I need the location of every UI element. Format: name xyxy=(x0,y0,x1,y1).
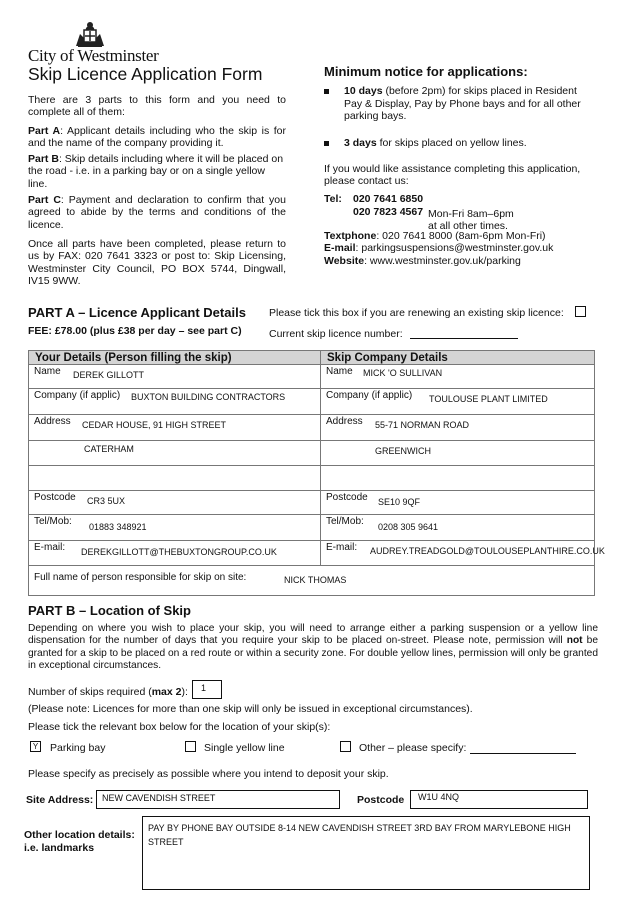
part-a-title: PART A – Licence Applicant Details xyxy=(28,305,246,320)
skips-required-value: 1 xyxy=(201,683,207,693)
website-line xyxy=(324,255,521,267)
applicant-company-row[interactable] xyxy=(29,389,321,415)
tel-other-times: at all other times. xyxy=(428,220,508,232)
applicant-tel-field[interactable]: 01883 348921 xyxy=(89,522,147,532)
notice-bullet-bold: 3 days xyxy=(344,137,377,149)
website-link[interactable]: : www.westminster.gov.uk/parking xyxy=(364,255,521,267)
applicant-name-field[interactable]: DEREK GILLOTT xyxy=(73,370,145,380)
notice-bullet-bold: 10 days xyxy=(344,85,383,97)
notice-title: Minimum notice for applications: xyxy=(324,64,528,79)
notice-bullet-text: for skips placed on yellow lines. xyxy=(376,137,527,149)
applicant-details-table xyxy=(28,350,605,596)
company-address-row-2[interactable] xyxy=(321,441,594,466)
email-label: E-mail xyxy=(324,242,356,254)
applicant-address-row[interactable] xyxy=(29,415,321,441)
part-c-text: : Payment and declaration to confirm that you agreed to abide by the terms and conditions of the licence. xyxy=(28,194,286,231)
email-link[interactable]: : parkingsuspensions@westminster.gov.uk xyxy=(355,242,554,254)
notice-bullet-text: (before 2pm) for skips placed in Resident Pay & Display, Pay by Phone bays and for all other parking bays. xyxy=(344,85,581,123)
single-yellow-line-checkbox[interactable] xyxy=(185,741,196,752)
applicant-address-line2[interactable]: CATERHAM xyxy=(84,444,134,454)
part-b-intro xyxy=(28,623,598,673)
responsible-person-label: Full name of person responsible for skip on site: xyxy=(34,572,247,583)
applicant-address-row-3[interactable] xyxy=(29,466,321,491)
textphone-value: : 020 7641 8000 (8am-6pm Mon-Fri) xyxy=(376,230,546,242)
company-email-row[interactable] xyxy=(321,541,605,566)
company-tel-field[interactable]: 0208 305 9641 xyxy=(378,522,439,532)
council-name: City of Westminster xyxy=(28,46,159,65)
parking-bay-checkbox[interactable]: Y xyxy=(30,741,41,752)
location-instruction: Please tick the relevant box below for the location of your skip(s): xyxy=(28,721,331,733)
fee-text: FEE: £78.00 (plus £38 per day – see part C) xyxy=(28,325,242,337)
company-postcode-row[interactable] xyxy=(321,491,594,515)
notice-bullet xyxy=(324,137,594,150)
site-postcode-value: W1U 4NQ xyxy=(418,792,460,802)
company-postcode-field[interactable]: SE10 9QF xyxy=(378,497,421,507)
other-location-details-value: PAY BY PHONE BAY OUTSIDE 8-14 NEW CAVENDISH STREET 3RD BAY FROM MARYLEBONE HIGH STREET xyxy=(148,823,571,847)
skips-label-max: max 2 xyxy=(151,686,182,698)
field-label: Postcode xyxy=(34,492,76,503)
notice-bullet xyxy=(324,85,594,123)
parking-bay-label: Parking bay xyxy=(50,742,106,754)
applicant-email-field[interactable]: DEREKGILLOTT@THEBUXTONGROUP.CO.UK xyxy=(81,547,277,557)
part-b-intro-text-2: be granted for a skip to be placed on a red route or within a security zone. For double yellow lines, permission will only be granted in exceptional circumstances. xyxy=(28,635,599,672)
applicant-name-row[interactable] xyxy=(29,365,321,389)
company-address-line2[interactable]: GREENWICH xyxy=(375,446,431,456)
assist-text: If you would like assistance completing this application, please contact us: xyxy=(324,163,581,188)
field-label: Tel/Mob: xyxy=(326,516,364,527)
field-label: Name xyxy=(326,366,353,377)
tel-label: Tel: xyxy=(324,193,342,205)
company-address-line1[interactable]: 55-71 NORMAN ROAD xyxy=(375,420,470,430)
licence-number-field[interactable] xyxy=(410,338,518,339)
bullet-icon xyxy=(324,141,329,146)
site-postcode-label: Postcode xyxy=(357,794,405,806)
part-c-description xyxy=(28,194,286,231)
responsible-person-field[interactable]: NICK THOMAS xyxy=(284,575,347,585)
other-location-label: Other – please specify: xyxy=(359,742,467,754)
form-title: Skip Licence Application Form xyxy=(28,64,263,84)
field-label: E-mail: xyxy=(34,542,66,553)
part-a-description xyxy=(28,125,286,150)
applicant-postcode-field[interactable]: CR3 5UX xyxy=(87,496,126,506)
field-label: E-mail: xyxy=(326,542,358,553)
other-location-details-label-1: Other location details: xyxy=(24,829,135,841)
licence-number-label: Current skip licence number: xyxy=(269,328,403,340)
other-location-details-label xyxy=(24,829,135,855)
site-address-value: NEW CAVENDISH STREET xyxy=(102,793,216,803)
intro-text: There are 3 parts to this form and you need to complete all of them: xyxy=(28,94,286,119)
renew-checkbox[interactable] xyxy=(575,306,586,317)
part-a-text: : Applicant details including who the skip is for and the name of the company providing it. xyxy=(28,125,286,150)
applicant-address-line1[interactable]: CEDAR HOUSE, 91 HIGH STREET xyxy=(82,420,227,430)
company-address-row[interactable] xyxy=(321,415,594,441)
company-email-field[interactable]: AUDREY.TREADGOLD@TOULOUSEPLANTHIRE.CO.UK xyxy=(370,546,605,556)
part-b-intro-bold: not xyxy=(566,635,583,647)
company-name-row[interactable] xyxy=(321,389,594,415)
skips-required-label xyxy=(28,686,188,698)
field-label: Name xyxy=(34,366,61,377)
tel-number-1[interactable]: 020 7641 6850 xyxy=(353,193,424,205)
skip-company-header: Skip Company Details xyxy=(321,351,594,365)
renew-label: Please tick this box if you are renewing an existing skip licence: xyxy=(269,307,564,319)
company-contact-name-row[interactable] xyxy=(321,365,594,389)
part-b-label: Part B xyxy=(28,153,59,165)
field-label: Address xyxy=(34,416,71,427)
textphone-label: Textphone xyxy=(324,230,377,242)
skips-required-input[interactable] xyxy=(192,680,222,699)
tel-hours: Mon-Fri 8am–6pm xyxy=(428,208,514,220)
field-label: Postcode xyxy=(326,492,368,503)
site-address-label: Site Address: xyxy=(26,794,94,806)
part-b-intro-text: Depending on where you wish to place your skip, you will need to arrange either a parking suspension or a yellow line dispensation for the number of days that you require your skip to be placed on-street. Please note, permission will xyxy=(28,623,598,647)
field-label: Company (if applic) xyxy=(34,390,121,401)
skips-note: (Please note: Licences for more than one skip will only be issued in exceptional circumstances). xyxy=(28,703,473,715)
bullet-icon xyxy=(324,89,329,94)
specify-instruction: Please specify as precisely as possible where you intend to deposit your skip. xyxy=(28,768,389,780)
skips-label-end: ): xyxy=(181,686,188,698)
textphone-line xyxy=(324,230,546,242)
company-contact-name-field[interactable]: MICK 'O SULLIVAN xyxy=(363,368,443,378)
email-line xyxy=(324,242,553,254)
company-address-row-3[interactable] xyxy=(321,466,594,491)
company-name-field[interactable]: TOULOUSE PLANT LIMITED xyxy=(429,394,548,404)
other-location-field[interactable] xyxy=(470,753,576,754)
other-location-checkbox[interactable] xyxy=(340,741,351,752)
single-yellow-line-label: Single yellow line xyxy=(204,742,285,754)
skips-label-text: Number of skips required ( xyxy=(28,686,152,698)
applicant-company-field[interactable]: BUXTON BUILDING CONTRACTORS xyxy=(131,392,286,402)
responsible-person-row[interactable] xyxy=(29,566,594,595)
westminster-crest-icon xyxy=(72,20,108,48)
field-label: Company (if applic) xyxy=(326,390,413,401)
part-a-label: Part A xyxy=(28,125,61,137)
other-location-details-label-2: i.e. landmarks xyxy=(24,842,95,854)
applicant-tel-row[interactable] xyxy=(29,515,321,541)
part-b-text: : Skip details including where it will be placed on the road - i.e. in a parking bay or on a single yellow line. xyxy=(28,153,284,190)
applicant-email-row[interactable] xyxy=(29,541,321,566)
applicant-postcode-row[interactable] xyxy=(29,491,321,515)
field-label: Address xyxy=(326,416,363,427)
company-tel-row[interactable] xyxy=(321,515,594,541)
part-c-label: Part C xyxy=(28,194,61,206)
your-details-header: Your Details (Person filling the skip) xyxy=(29,351,321,365)
website-label: Website xyxy=(324,255,365,267)
part-b-title: PART B – Location of Skip xyxy=(28,603,191,618)
tel-number-2[interactable]: 020 7823 4567 xyxy=(353,206,424,218)
applicant-address-row-2[interactable] xyxy=(29,441,321,466)
field-label: Tel/Mob: xyxy=(34,516,72,527)
part-b-description xyxy=(28,153,286,190)
return-instructions: Once all parts have been completed, please return to us by FAX: 020 7641 3323 or post to: Skip Licensing, Westminster City Council, PO BOX 5744, Dingwall, IV15 9WW. xyxy=(28,238,286,288)
